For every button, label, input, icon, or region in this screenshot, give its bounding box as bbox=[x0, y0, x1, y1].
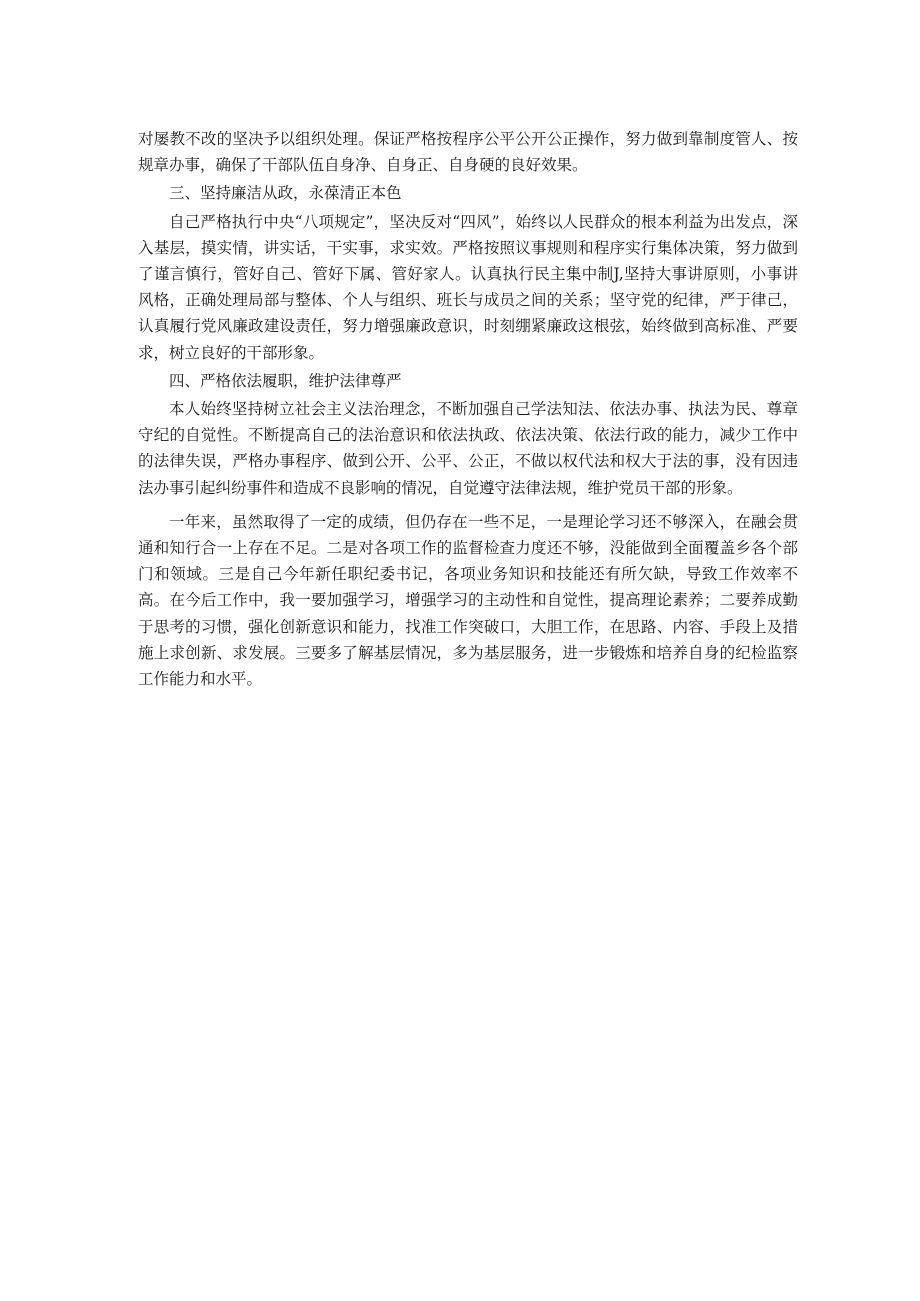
paragraph-continued: 对屡教不改的坚决予以组织处理。保证严格按程序公平公开公正操作，努力做到靠制度管人、按规章办事，确保了干部队伍自身净、自身正、自身硬的良好效果。 bbox=[138, 130, 798, 175]
section-heading-4: 四、严格依法履职，维护法律尊严 bbox=[169, 371, 402, 390]
document-body bbox=[138, 126, 798, 692]
paragraph-rule-of-law: 本人始终坚持树立社会主义法治理念，不断加强自己学法知法、依法办事、执法为民、尊章守纪的自觉性。不断提高自己的法治意识和依法执政、依法决策、依法行政的能力，减少工作中的法律失误，严格办事程序、做到公开、公平、公正，不做以权代法和权大于法的事，没有因违法办事引起纠纷事件和造成不良影响的情况，自觉遵守法律法规，维护党员干部的形象。 bbox=[138, 400, 798, 497]
section-heading-3: 三、坚持廉洁从政，永葆清正本色 bbox=[169, 184, 402, 203]
paragraph-integrity: 自己严格执行中央“八项规定”，坚决反对“四风”，始终以人民群众的根本利益为出发点，深入基层，摸实情，讲实话，干实事，求实效。严格按照议事规则和程序实行集体决策，努力做到了谨言慎行，管好自己、管好下属、管好家人。认真执行民主集中制J,坚持大事讲原则，小事讲风格，正确处理局部与整体、个人与组织、班长与成员之间的关系；坚守党的纪律，严于律己，认真履行党风廉政建设责任，努力增强廉政意识，时刻绷紧廉政这根弦，始终做到高标准、严要求，树立良好的干部形象。 bbox=[138, 212, 798, 362]
paragraph-summary: 一年来，虽然取得了一定的成绩，但仍存在一些不足，一是理论学习还不够深入，在融会贯通和知行合一上存在不足。二是对各项工作的监督检查力度还不够，没能做到全面覆盖乡各个部门和领域。三是自己今年新任职纪委书记，各项业务知识和技能还有所欠缺，导致工作效率不高。在今后工作中，我一要加强学习，增强学习的主动性和自觉性，提高理论素养；二要养成勤于思考的习惯，强化创新意识和能力，找准工作突破口，大胆工作，在思路、内容、手段上及措施上求创新、求发展。三要多了解基层情况，多为基层服务，进一步锻炼和培养自身的纪检监察工作能力和水平。 bbox=[138, 512, 798, 689]
